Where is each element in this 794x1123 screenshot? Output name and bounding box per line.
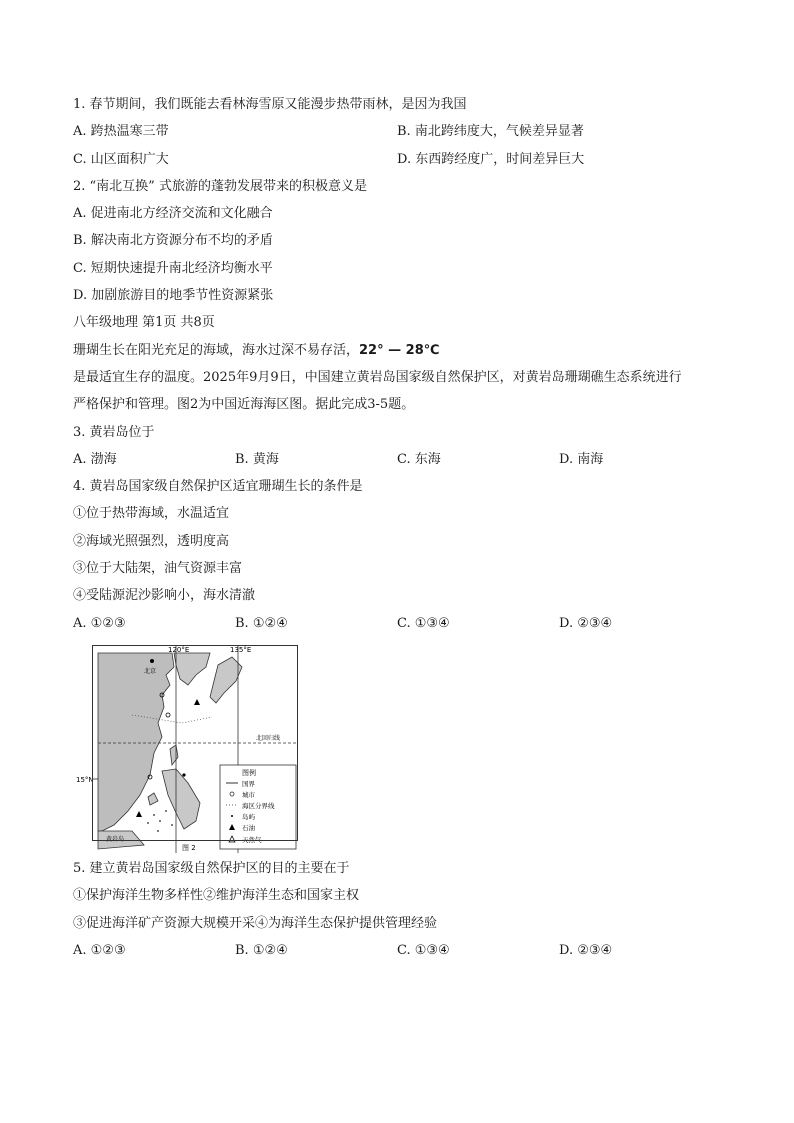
q2-option-b[interactable]: B. 解决南北方资源分布不均的矛盾 [73,233,273,248]
label-15n: 15°N [76,776,94,784]
china-seas-map [76,645,298,853]
q2-option-a[interactable]: A. 促进南北方经济交流和文化融合 [73,206,273,221]
q4-statement-3: ③位于大陆架，油气资源丰富 [73,561,243,576]
q1-stem: 1. 春节期间，我们既能去看林海雪原又能漫步热带雨林，是因为我国 [73,97,467,112]
legend-island: 岛屿 [242,813,255,821]
q4-option-b[interactable]: B. ①②④ [235,616,288,631]
legend-oil: 石油 [242,824,255,832]
q3-option-c[interactable]: C. 东海 [397,452,441,467]
q4-stem: 4. 黄岩岛国家级自然保护区适宜珊瑚生长的条件是 [73,479,363,494]
passage-temperature: 22° — 28℃ [359,343,440,358]
legend-gas: 天然气 [242,836,262,844]
passage-text-1: 珊瑚生长在阳光充足的海域，海水过深不易存活， [73,343,360,358]
q5-option-b[interactable]: B. ①②④ [235,943,288,958]
label-beijing: 北京 [144,668,157,675]
q2-option-c[interactable]: C. 短期快速提升南北经济均衡水平 [73,261,273,276]
q1-option-c[interactable]: C. 山区面积广大 [73,152,169,167]
q2-stem: 2. “南北互换” 式旅游的蓬勃发展带来的积极意义是 [73,179,367,194]
q5-option-a[interactable]: A. ①②③ [73,943,126,958]
label-tropic: 北回归线 [256,735,281,742]
label-120e: 120°E [168,646,190,654]
q3-stem: 3. 黄岩岛位于 [73,425,155,440]
q3-option-a[interactable]: A. 渤海 [73,452,117,467]
q5-option-d[interactable]: D. ②③④ [559,943,613,958]
q3-option-b[interactable]: B. 黄海 [235,452,279,467]
page-footer: 八年级地理 第1页 共8页 [73,315,215,330]
q4-option-a[interactable]: A. ①②③ [73,616,126,631]
q4-statement-2: ②海域光照强烈，透明度高 [73,534,230,549]
q5-statements-3-4: ③促进海洋矿产资源大规模开采④为海洋生态保护提供管理经验 [73,916,438,931]
q1-option-a[interactable]: A. 跨热温寒三带 [73,124,169,139]
q4-option-d[interactable]: D. ②③④ [559,616,613,631]
q3-option-d[interactable]: D. 南海 [559,452,604,467]
passage-line-1 [73,342,440,360]
q5-option-c[interactable]: C. ①③④ [397,943,450,958]
label-135e: 135°E [230,646,252,654]
legend-swatch-island [231,815,233,817]
passage-line-2: 是最适宜生存的温度。2025年9月9日，中国建立黄岩岛国家级自然保护区，对黄岩岛珊瑚礁生态系统进行 [73,370,682,385]
q4-statement-1: ①位于热带海域，水温适宜 [73,506,230,521]
q4-statement-4: ④受陆源泥沙影响小，海水清澈 [73,588,256,603]
map-caption: 图 2 [182,844,196,852]
q1-option-d[interactable]: D. 东西跨经度广，时间差异巨大 [397,152,585,167]
legend-city: 城市 [242,791,255,799]
legend-border: 国界 [242,780,255,788]
legend-sea-boundary: 海区分界线 [242,802,275,810]
label-huangyan: 黄岩岛 [106,836,125,843]
q4-option-c[interactable]: C. ①③④ [397,616,450,631]
q1-option-b[interactable]: B. 南北跨纬度大，气候差异显著 [397,124,584,139]
legend-title: 图例 [242,769,256,777]
q2-option-d[interactable]: D. 加剧旅游目的地季节性资源紧张 [73,288,274,303]
q5-stem: 5. 建立黄岩岛国家级自然保护区的目的主要在于 [73,861,350,876]
passage-line-3: 严格保护和管理。图2为中国近海海区图。据此完成3-5题。 [73,397,415,412]
city-beijing-dot [150,659,154,663]
q5-statements-1-2: ①保护海洋生物多样性②维护海洋生态和国家主权 [73,888,360,903]
huangyan-island-dot [182,773,185,776]
